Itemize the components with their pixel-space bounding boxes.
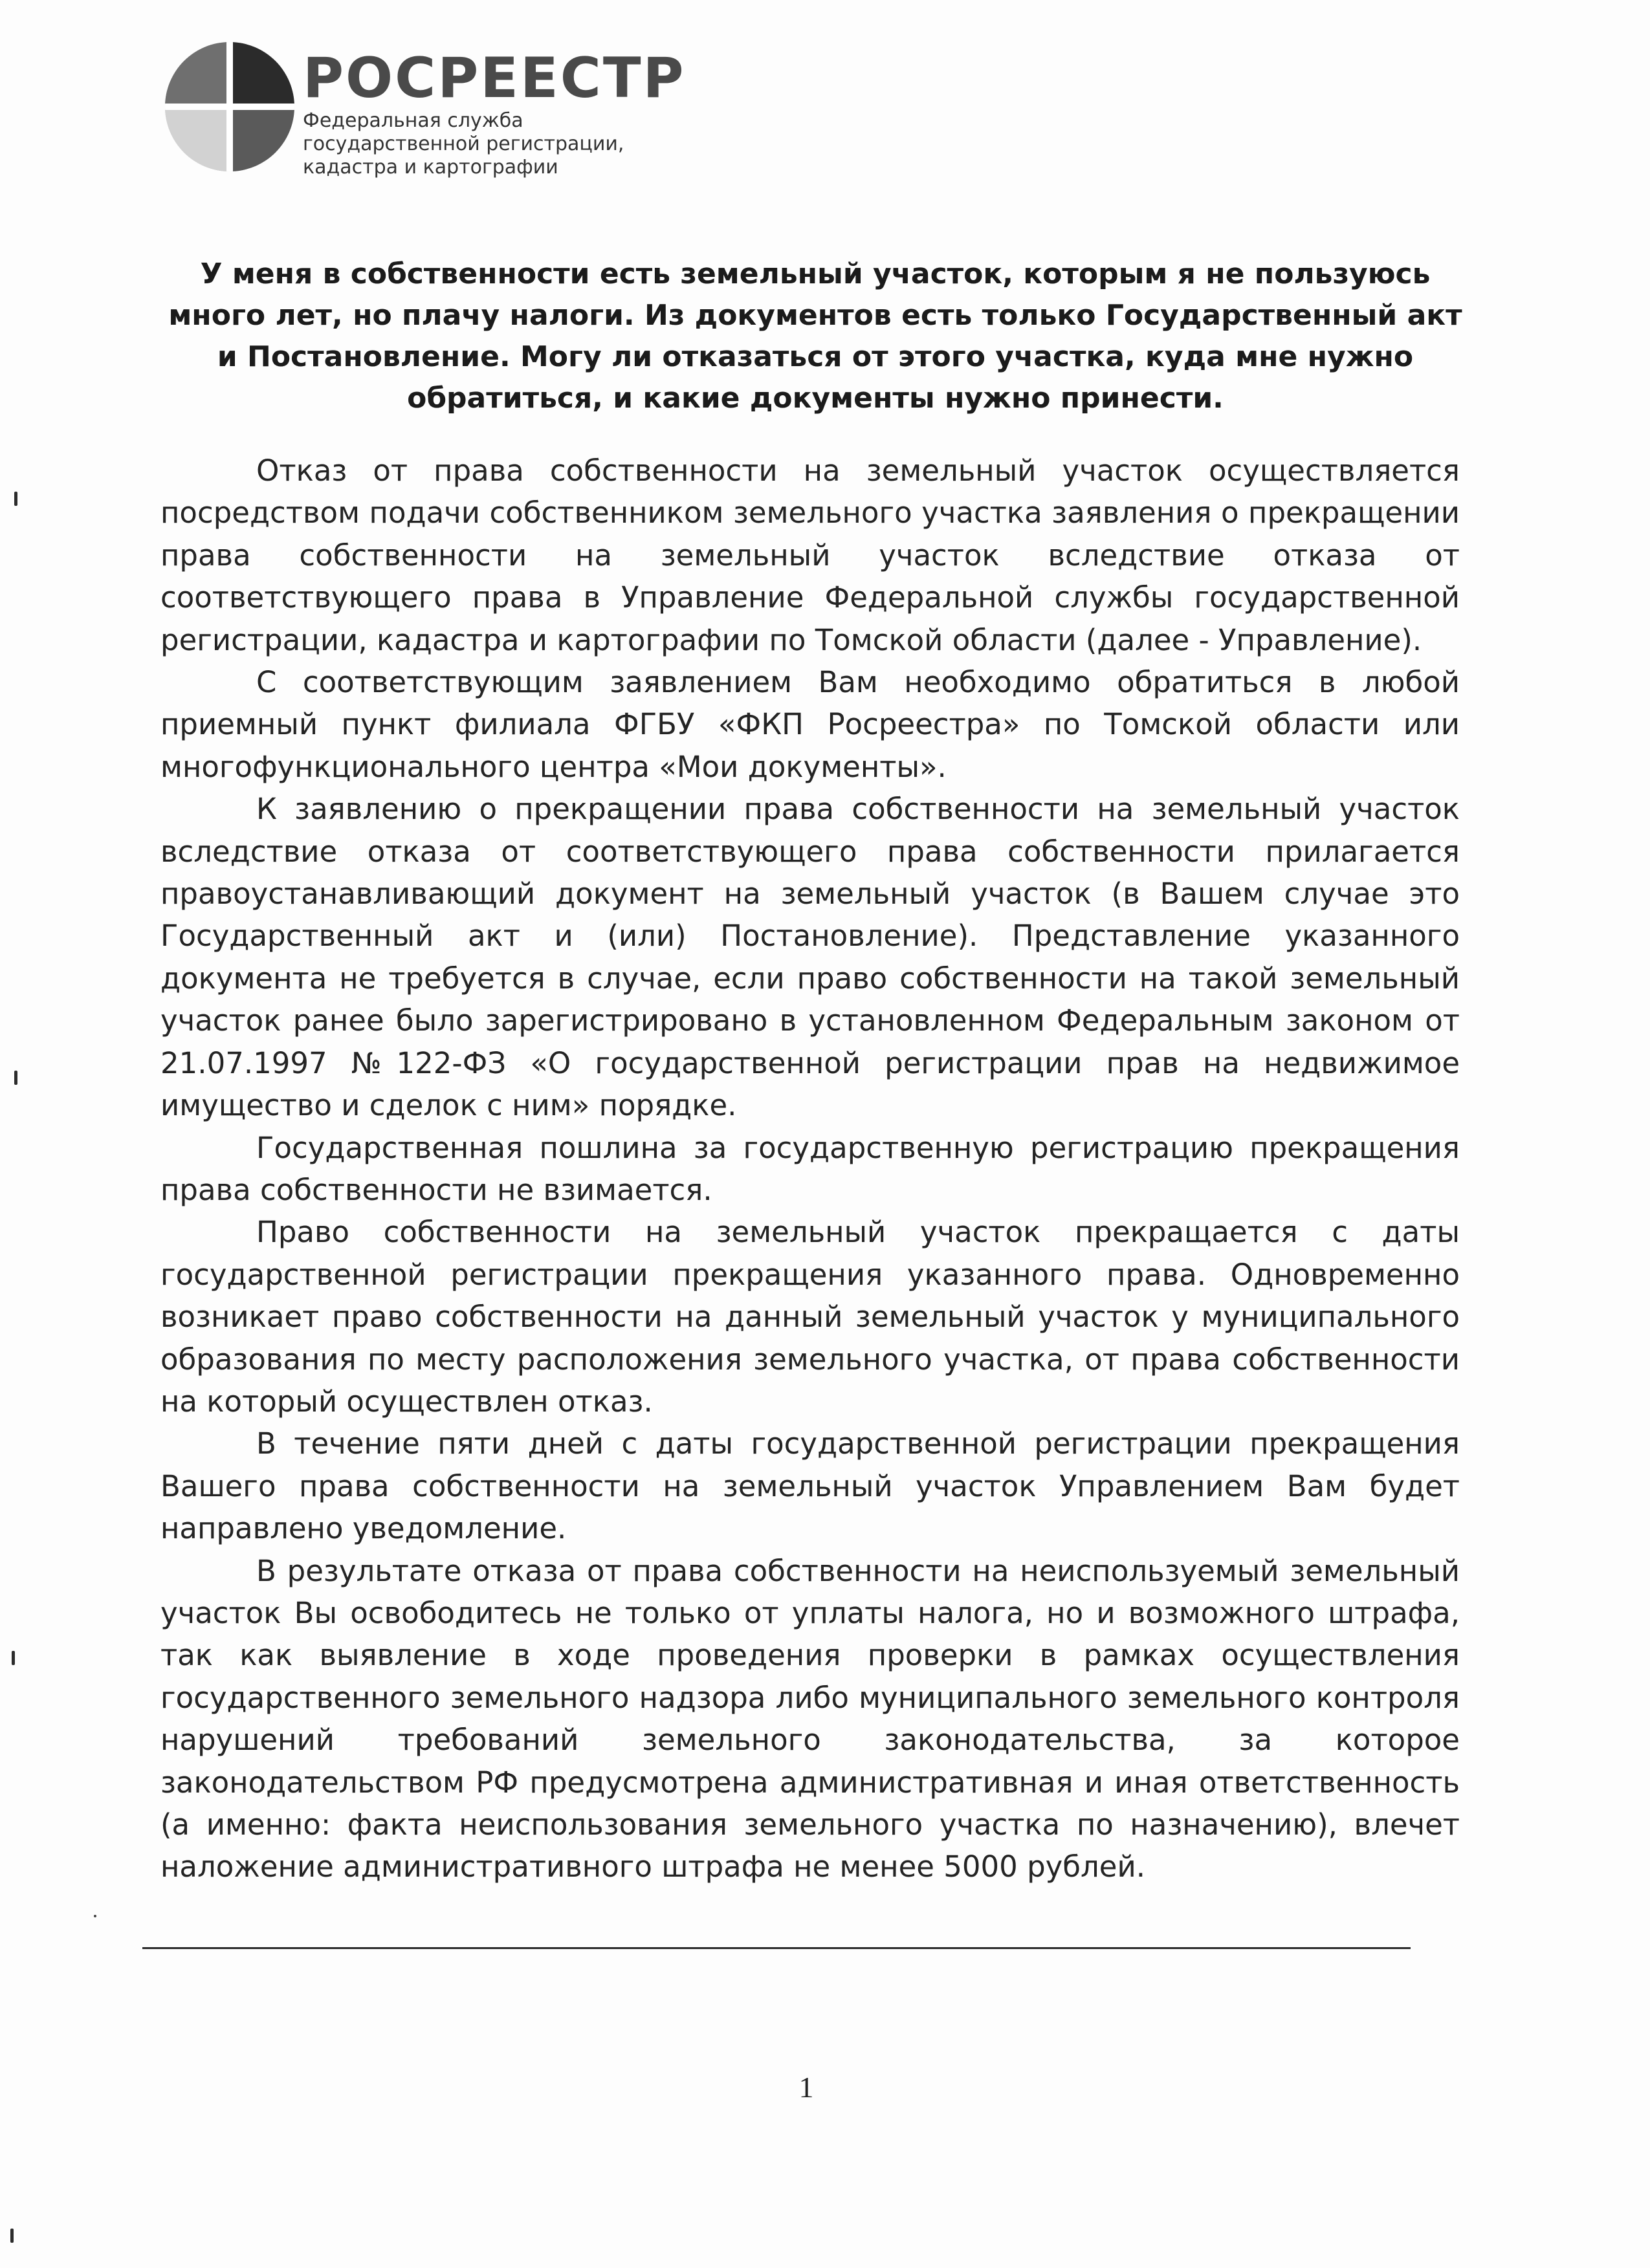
- answer-body: [160, 450, 1460, 1888]
- paragraph: Отказ от права собственности на земельный участок осуществляется посредством подачи собственником земельного участка заявления о прекращении права собственности на земельный участок вследствие отказа от соответствующего права в Управление Федеральной службы государственной регистрации, кадастра и картографии по Томской области (далее - Управление).: [160, 453, 1460, 657]
- paragraph: Государственная пошлина за государственную регистрацию прекращения права собственности не взимается.: [160, 1130, 1460, 1207]
- logo-subtitle-line-2: государственной регистрации,: [303, 133, 624, 155]
- paragraph: В результате отказа от права собственности на неиспользуемый земельный участок Вы освободитесь не только от уплаты налога, но и возможного штрафа, так как выявление в ходе проведения проверки в рамках осуществления государственного земельного надзора либо муниципального земельного контроля нарушений требований земельного законодательства, за которое законодательством РФ предусмотрена административная и иная ответственность (а именно: факта неиспользования земельного участка по назначению), влечет наложение административного штрафа не менее 5000 рублей.: [160, 1553, 1460, 1884]
- footer-divider: [142, 1947, 1411, 1949]
- question-heading: У меня в собственности есть земельный участок, которым я не пользуюсь много лет, но плачу налоги. Из документов есть только Государственный акт и Постановление. Могу ли отказаться от этого участка, куда мне нужно обратиться, и какие документы нужно принести.: [168, 257, 1462, 415]
- scan-mark: [12, 1651, 15, 1665]
- page-number: 1: [798, 2071, 814, 2104]
- scan-mark: [10, 2229, 14, 2243]
- rosreestr-logo: [162, 39, 686, 201]
- logo-subtitle-line-3: кадастра и картографии: [303, 156, 558, 179]
- scan-mark: [14, 492, 17, 506]
- paragraph: С соответствующим заявлением Вам необходимо обратиться в любой приемный пункт филиала ФГБУ «ФКП Росреестра» по Томской области или многофункционального центра «Мои документы».: [160, 665, 1460, 784]
- paragraph: К заявлению о прекращении права собственности на земельный участок вследствие отказа от соответствующего права собственности прилагается правоустанавливающий документ на земельный участок (в Вашем случае это Государственный акт и (или) Постановление). Представление указанного документа не требуется в случае, если право собственности на такой земельный участок ранее было зарегистрировано в установленном Федеральным законом от 21.07.1997 №122-ФЗ «О государственной регистрации прав на недвижимое имущество и сделок с ним» порядке.: [160, 792, 1460, 1123]
- logo-subtitle-line-1: Федеральная служба: [303, 109, 523, 132]
- paragraph: Право собственности на земельный участок прекращается с даты государственной регистрации прекращения указанного права. Одновременно возникает право собственности на данный земельный участок у муниципального образования по месту расположения земельного участка, от права собственности на который осуществлен отказ.: [160, 1215, 1460, 1419]
- scan-mark: [14, 1071, 17, 1085]
- rosreestr-emblem-icon: [162, 39, 298, 175]
- logo-wordmark: РОСРЕЕСТР: [303, 46, 686, 111]
- paragraph: В течение пяти дней с даты государственной регистрации прекращения Вашего права собственности на земельный участок Управлением Вам будет направлено уведомление.: [160, 1426, 1460, 1546]
- scan-smudge: [94, 1915, 96, 1917]
